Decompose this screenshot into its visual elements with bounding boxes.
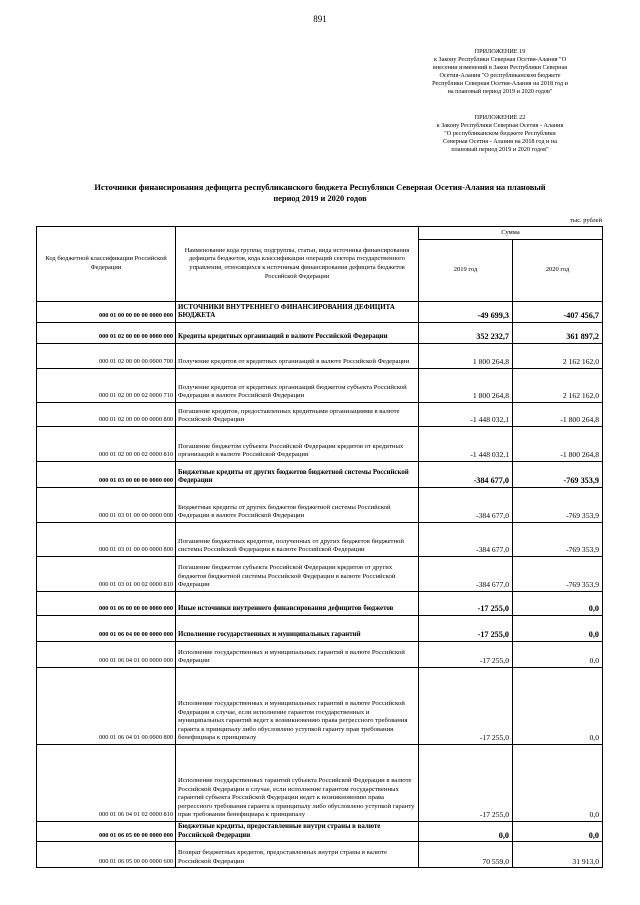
row-value-2020: -769 353,9: [513, 462, 603, 488]
row-name: Исполнение государственных и муниципальных гарантий в валюте Российской Федерации в случае, если исполнение гарантом государственных и муниципальных гарантий ведет к возникновению права регрессного требования гаранта к принципалу либо обусловлено уступкой гаранту прав требования бенефициара к принципалу: [176, 668, 419, 745]
appendix-19-line: на плановый период 2019 и 2020 годов": [447, 88, 553, 95]
header-2019: 2019 год: [419, 240, 513, 302]
row-value-2020: -769 353,9: [513, 523, 603, 557]
row-code: 000 01 02 00 00 00 0000 800: [37, 403, 176, 427]
row-code: 000 01 02 00 00 00 0000 000: [37, 323, 176, 344]
row-value-2019: -17 255,0: [419, 616, 513, 642]
financing-sources-table: [36, 226, 603, 868]
table-row: [37, 822, 603, 842]
row-value-2020: 2 162 162,0: [513, 369, 603, 403]
row-code: 000 01 02 00 00 00 0000 700: [37, 344, 176, 369]
row-value-2019: 1 800 264,8: [419, 344, 513, 369]
row-code: 000 01 06 05 00 00 0000 600: [37, 842, 176, 868]
row-value-2020: 0,0: [513, 822, 603, 842]
row-name: Бюджетные кредиты от других бюджетов бюджетной системы Российской Федерации: [176, 462, 419, 488]
header-sum: Сумма: [419, 227, 603, 240]
row-value-2020: 2 162 162,0: [513, 344, 603, 369]
table-row: [37, 403, 603, 427]
row-value-2020: 0,0: [513, 592, 603, 616]
table-row: [37, 302, 603, 323]
row-value-2020: 0,0: [513, 616, 603, 642]
appendix-19-line: Осетия-Алания "О республиканском бюджете: [439, 72, 561, 79]
table-row: [37, 668, 603, 745]
table-row: [37, 523, 603, 557]
row-name: Исполнение государственных и муниципальных гарантий: [176, 616, 419, 642]
row-name: Исполнение государственных и муниципальных гарантий в валюте Российской Федерации: [176, 642, 419, 668]
table-row: [37, 642, 603, 668]
row-name: Погашение бюджетных кредитов, полученных от других бюджетов бюджетной системы Российской Федерации в валюте Российской Федерации: [176, 523, 419, 557]
row-name: Иные источники внутреннего финансирования дефицитов бюджетов: [176, 592, 419, 616]
row-value-2020: -407 456,7: [513, 302, 603, 323]
appendix-19-line: Республики Северная Осетия-Алания на 2018 год и: [432, 80, 568, 87]
row-value-2019: -1 448 032,1: [419, 427, 513, 462]
row-value-2020: -1 800 264,8: [513, 403, 603, 427]
row-name: Погашение бюджетом субъекта Российской Федерации кредитов от других бюджетов бюджетной системы Российской Федерации в валюте Российской Федерации: [176, 557, 419, 592]
appendix-22-line: ПРИЛОЖЕНИЕ 22: [474, 114, 526, 121]
row-value-2019: -384 677,0: [419, 523, 513, 557]
row-value-2019: 1 800 264,8: [419, 369, 513, 403]
row-name: Получение кредитов от кредитных организаций в валюте Российской Федерации: [176, 344, 419, 369]
row-name: Бюджетные кредиты от других бюджетов бюджетной системы Российской Федерации в валюте Российской Федерации: [176, 488, 419, 523]
header-2020: 2020 год: [513, 240, 603, 302]
row-name: Получение кредитов от кредитных организаций бюджетом субъекта Российской Федерации в валюте Российской Федерации: [176, 369, 419, 403]
table-row: [37, 344, 603, 369]
row-name: Исполнение государственных гарантий субъекта Российской Федерации в валюте Российской Федерации в случае, если исполнение гарантом государственных гарантий субъекта Российской Федерации ведет к возникновению права регрессного требования гаранта к принципалу либо обусловлено уступкой гаранту прав требования бенефициара к принципалу: [176, 745, 419, 822]
appendix-19-line: внесении изменений в Закон Республики Северная: [432, 64, 568, 71]
row-name: Кредиты кредитных организаций в валюте Российской Федерации: [176, 323, 419, 344]
table-row: [37, 323, 603, 344]
appendix-19-line: к Закону Республики Северная Осетия-Алания "О: [433, 56, 567, 63]
row-code: 000 01 03 01 00 00 0000 800: [37, 523, 176, 557]
header-name: Наименование кода группы, подгруппы, статьи, вида источника финансирования дефицита бюджетов, кода классификации операций сектора государственного управления, относящихся к источникам финансирования дефицита бюджетов Российской Федерации: [176, 227, 419, 302]
row-value-2019: -17 255,0: [419, 668, 513, 745]
table-row: [37, 842, 603, 868]
row-value-2019: -1 448 032,1: [419, 403, 513, 427]
table-row: [37, 462, 603, 488]
table-row: [37, 369, 603, 403]
row-code: 000 01 06 00 00 00 0000 000: [37, 592, 176, 616]
row-value-2019: -384 677,0: [419, 557, 513, 592]
row-value-2019: 70 559,0: [419, 842, 513, 868]
row-code: 000 01 06 04 01 00 0000 800: [37, 668, 176, 745]
row-code: 000 01 02 00 00 02 0000 710: [37, 369, 176, 403]
table-row: [37, 616, 603, 642]
table-header-row: [37, 227, 603, 240]
row-value-2020: 0,0: [513, 642, 603, 668]
row-value-2019: 0,0: [419, 822, 513, 842]
appendix-19-line: ПРИЛОЖЕНИЕ 19: [474, 48, 526, 55]
page-number: 891: [313, 14, 327, 24]
title-line: период 2019 и 2020 годов: [273, 194, 367, 203]
row-name: ИСТОЧНИКИ ВНУТРЕННЕГО ФИНАНСИРОВАНИЯ ДЕФИЦИТА БЮДЖЕТА: [176, 302, 419, 323]
row-code: 000 01 06 04 00 00 0000 000: [37, 616, 176, 642]
table-row: [37, 488, 603, 523]
row-value-2020: 31 913,0: [513, 842, 603, 868]
row-code: 000 01 02 00 00 02 0000 810: [37, 427, 176, 462]
row-name: Бюджетные кредиты, предоставленные внутри страны в валюте Российской Федерации: [176, 822, 419, 842]
row-code: 000 01 03 00 00 00 0000 000: [37, 462, 176, 488]
row-value-2019: -17 255,0: [419, 642, 513, 668]
table-row: [37, 592, 603, 616]
row-name: Погашение кредитов, предоставленных кредитными организациями в валюте Российской Федерации: [176, 403, 419, 427]
row-code: 000 01 06 04 01 00 0000 000: [37, 642, 176, 668]
row-code: 000 01 03 01 00 02 0000 810: [37, 557, 176, 592]
document-title: [40, 182, 600, 204]
row-value-2019: 352 232,7: [419, 323, 513, 344]
table-row: [37, 427, 603, 462]
row-code: 000 01 00 00 00 00 0000 000: [37, 302, 176, 323]
row-value-2019: -384 677,0: [419, 462, 513, 488]
row-value-2020: 0,0: [513, 668, 603, 745]
row-value-2020: -769 353,9: [513, 488, 603, 523]
row-name: Погашение бюджетом субъекта Российской Федерации кредитов от кредитных организаций в валюте Российской Федерации: [176, 427, 419, 462]
table-row: [37, 557, 603, 592]
row-code: 000 01 06 05 00 00 0000 000: [37, 822, 176, 842]
row-code: 000 01 03 01 00 00 0000 000: [37, 488, 176, 523]
appendix-22-line: Северная Осетия - Алания на 2018 год и на: [443, 138, 557, 145]
appendix-22-line: к Закону Республики Северная Осетия - Алания: [436, 122, 564, 129]
appendix-22-line: "О республиканском бюджете Республики: [444, 130, 556, 137]
row-value-2020: 361 897,2: [513, 323, 603, 344]
appendix-22-block: [400, 114, 600, 154]
row-value-2020: -769 353,9: [513, 557, 603, 592]
row-value-2019: -17 255,0: [419, 745, 513, 822]
row-name: Возврат бюджетных кредитов, предоставленных внутри страны в валюте Российской Федерации: [176, 842, 419, 868]
header-code: Код бюджетной классификации Российской Федерации: [37, 227, 176, 302]
row-value-2020: -1 800 264,8: [513, 427, 603, 462]
table-row: [37, 745, 603, 822]
row-value-2019: -384 677,0: [419, 488, 513, 523]
unit-label: тыс. рублей: [570, 217, 602, 224]
title-line: Источники финансирования дефицита республиканского бюджета Республики Северная Осетия-Алания на плановый: [94, 183, 546, 192]
row-value-2020: 0,0: [513, 745, 603, 822]
row-code: 000 01 06 04 01 02 0000 810: [37, 745, 176, 822]
row-value-2019: -17 255,0: [419, 592, 513, 616]
appendix-19-block: [400, 48, 600, 96]
table-body: [37, 302, 603, 868]
row-value-2019: -49 699,3: [419, 302, 513, 323]
appendix-22-line: плановый период 2019 и 2020 годов": [451, 146, 549, 153]
